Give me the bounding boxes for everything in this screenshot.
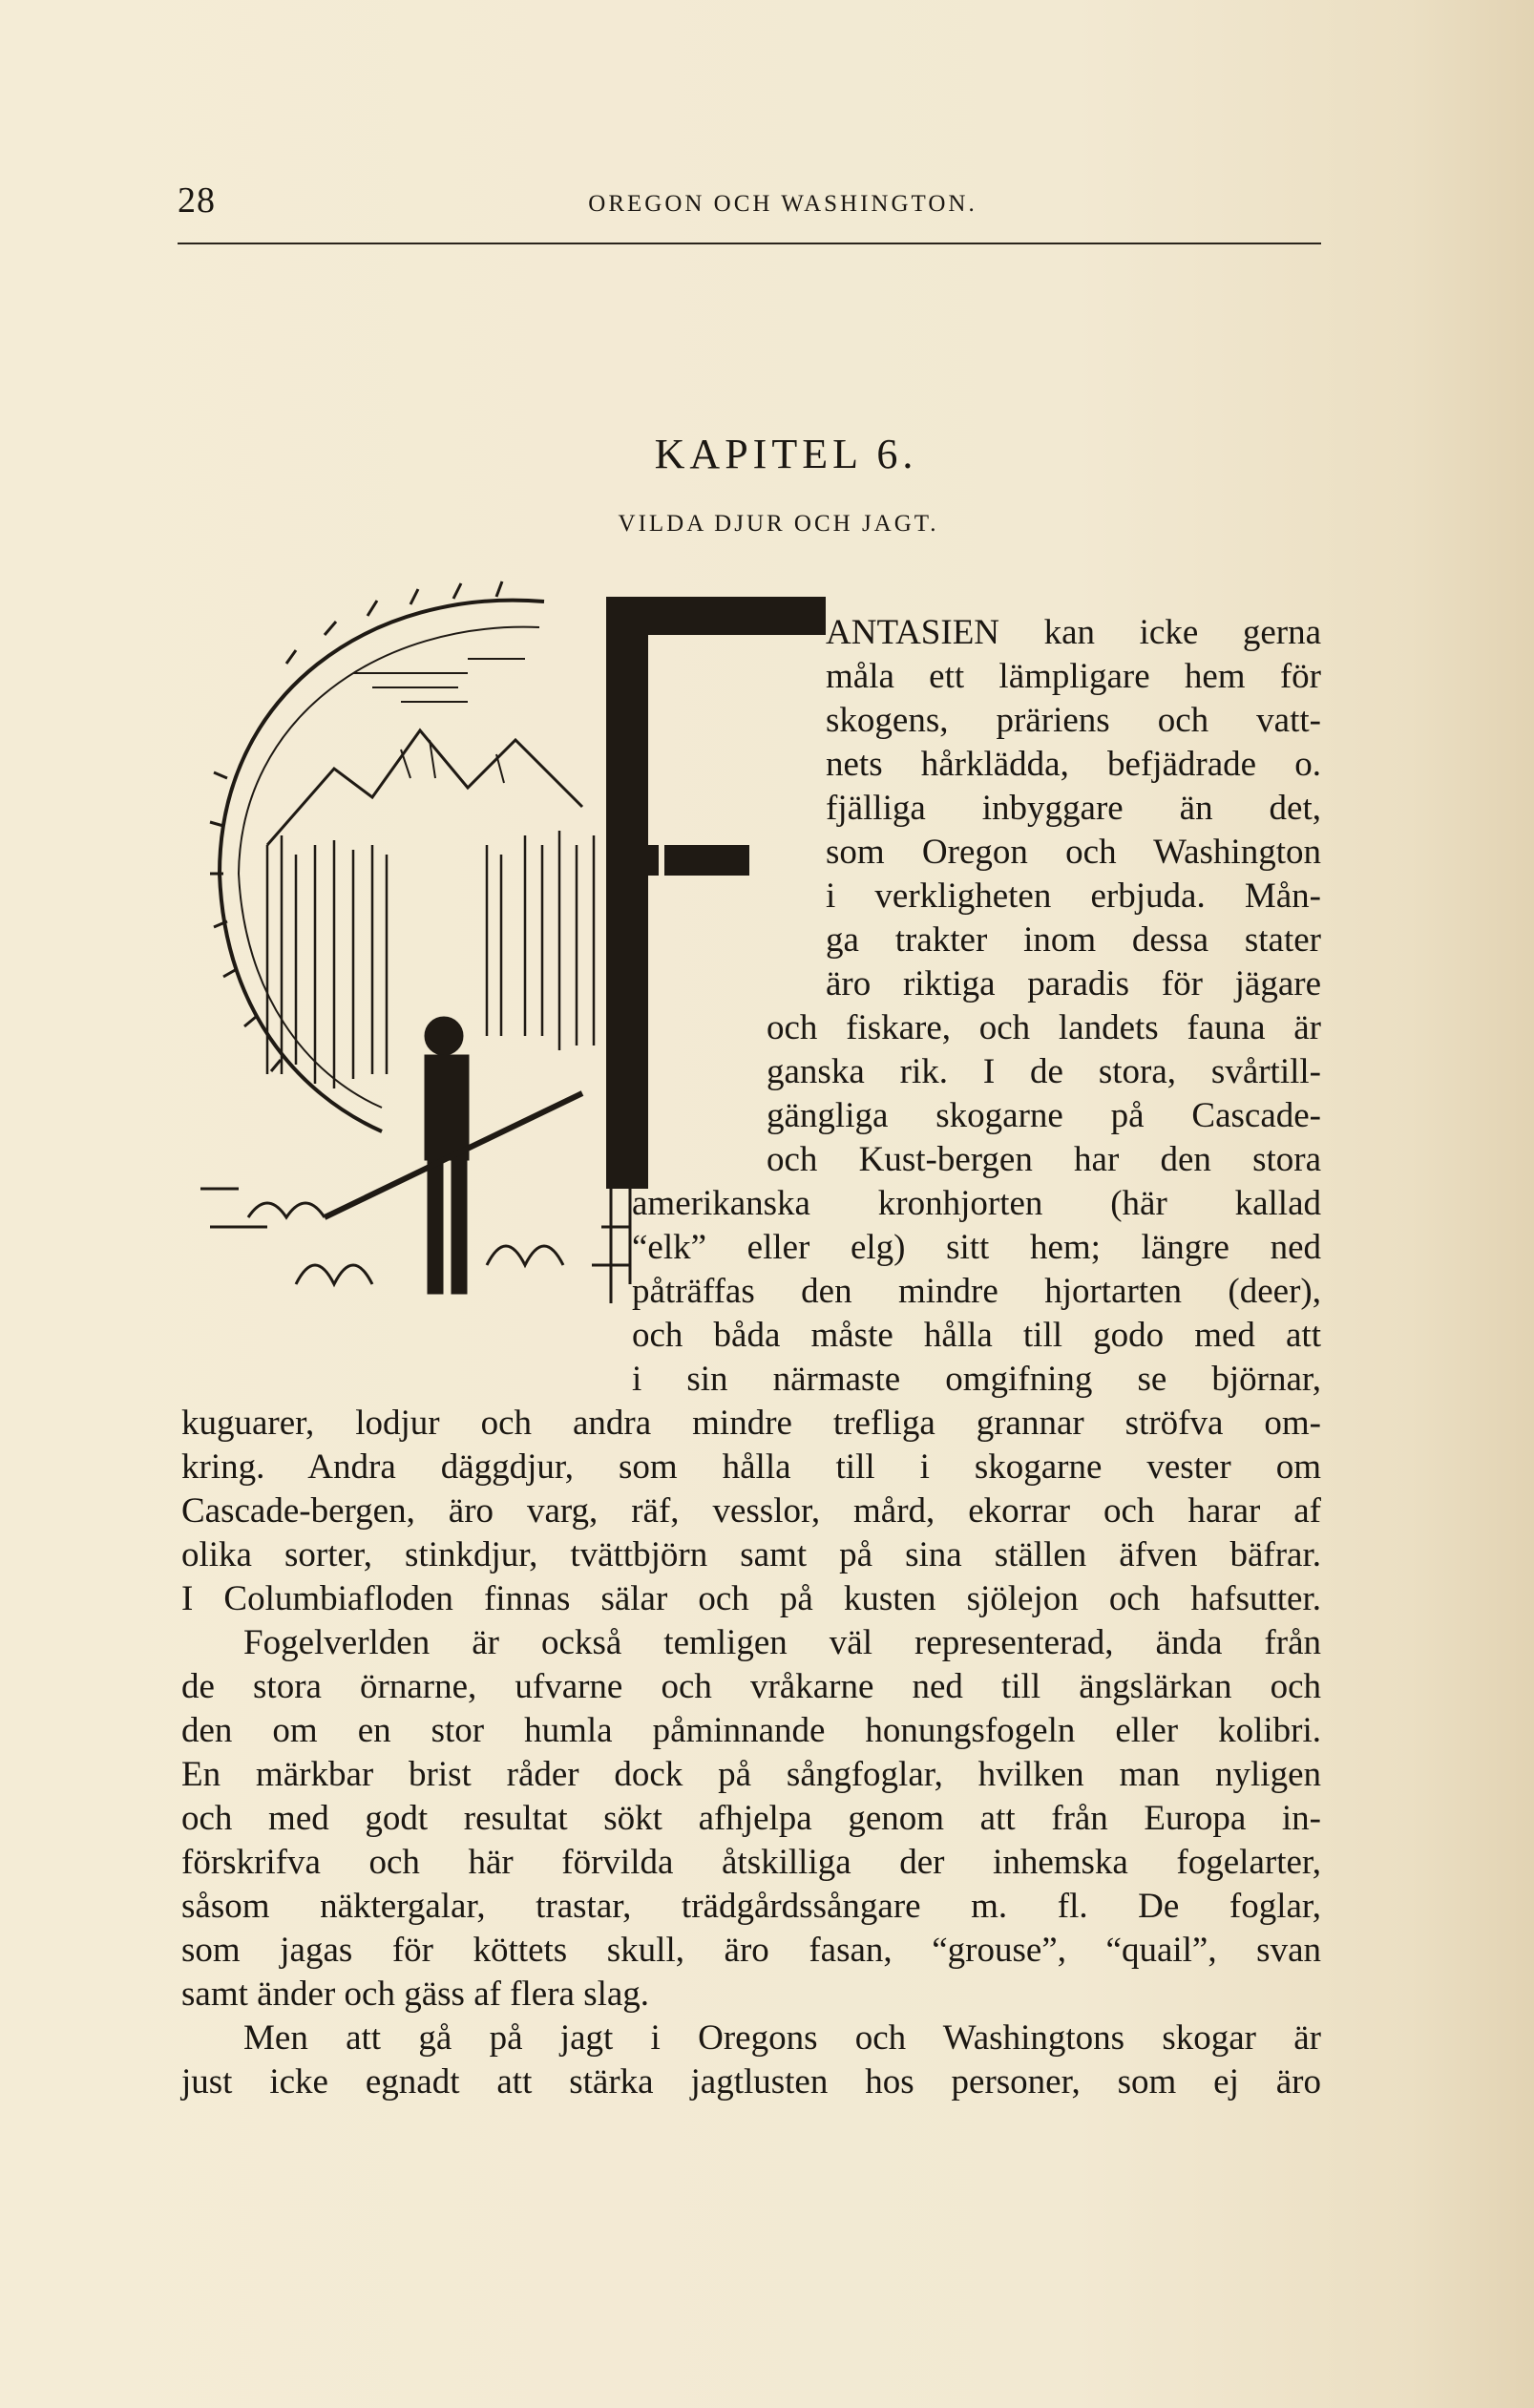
text-line: ANTASIEN kan icke gerna [826,613,1321,652]
text-line: skogens, präriens och vatt- [826,701,1321,740]
text-line: ganska rik. I de stora, svårtill- [767,1052,1321,1091]
chapter-subtitle: VILDA DJUR OCH JAGT. [618,511,939,537]
text-line: fjälliga inbyggare än det, [826,789,1321,828]
text-line: förskrifva och här förvilda åtskilliga der inhemska fogelarter, [181,1843,1321,1882]
text-line: Men att gå på jagt i Oregons och Washingtons skogar är [243,2018,1321,2058]
text-line: måla ett lämpligare hem för [826,657,1321,696]
page-number: 28 [178,180,216,221]
chapter-title: KAPITEL 6. [654,431,918,477]
text-line: och med godt resultat sökt afhjelpa genom att från Europa in- [181,1799,1321,1838]
text-line: samt änder och gäss af flera slag. [181,1975,650,2014]
text-line: och båda måste hålla till godo med att [632,1316,1321,1355]
text-line: de stora örnarne, ufvarne och vråkarne ned till ängslärkan och [181,1667,1321,1706]
text-line: och fiskare, och landets fauna är [767,1008,1321,1047]
text-line: i verkligheten erbjuda. Mån- [826,877,1321,916]
text-line: amerikanska kronhjorten (här kallad [632,1184,1321,1223]
text-line: i sin närmaste omgifning se björnar, [632,1360,1321,1399]
text-line: gängliga skogarne på Cascade- [767,1096,1321,1135]
running-title: OREGON OCH WASHINGTON. [588,191,977,217]
text-line: påträffas den mindre hjortarten (deer), [632,1272,1321,1311]
text-line: såsom näktergalar, trastar, trädgårdssångare m. fl. De foglar, [181,1887,1321,1926]
text-line: den om en stor humla påminnande honungsfogeln eller kolibri. [181,1711,1321,1750]
text-line: just icke egnadt att stärka jagtlusten hos personer, som ej äro [181,2062,1321,2102]
text-line: och Kust-bergen har den stora [767,1140,1321,1179]
text-line: som Oregon och Washington [826,833,1321,872]
text-line: I Columbiafloden finnas sälar och på kusten sjölejon och hafsutter. [181,1579,1321,1618]
text-line: Cascade-bergen, äro varg, räf, vesslor, mård, ekorrar och harar af [181,1491,1321,1531]
text-line: nets hårklädda, befjädrade o. [826,745,1321,784]
text-line: äro riktiga paradis för jägare [826,964,1321,1003]
text-line: “elk” eller elg) sitt hem; längre ned [632,1228,1321,1267]
text-line: ga trakter inom dessa stater [826,920,1321,960]
text-line: som jagas för köttets skull, äro fasan, “grouse”, “quail”, svan [181,1931,1321,1970]
text-line: kring. Andra däggdjur, som hålla till i skogarne vester om [181,1447,1321,1487]
text-line: Fogelverlden är också temligen väl representerad, ända från [243,1623,1321,1662]
text-line: olika sorter, stinkdjur, tvättbjörn samt på sina ställen äfven bäfrar. [181,1535,1321,1574]
text-line: kuguarer, lodjur och andra mindre trefliga grannar ströfva om- [181,1404,1321,1443]
text-line: En märkbar brist råder dock på sångfoglar, hvilken man nyligen [181,1755,1321,1794]
